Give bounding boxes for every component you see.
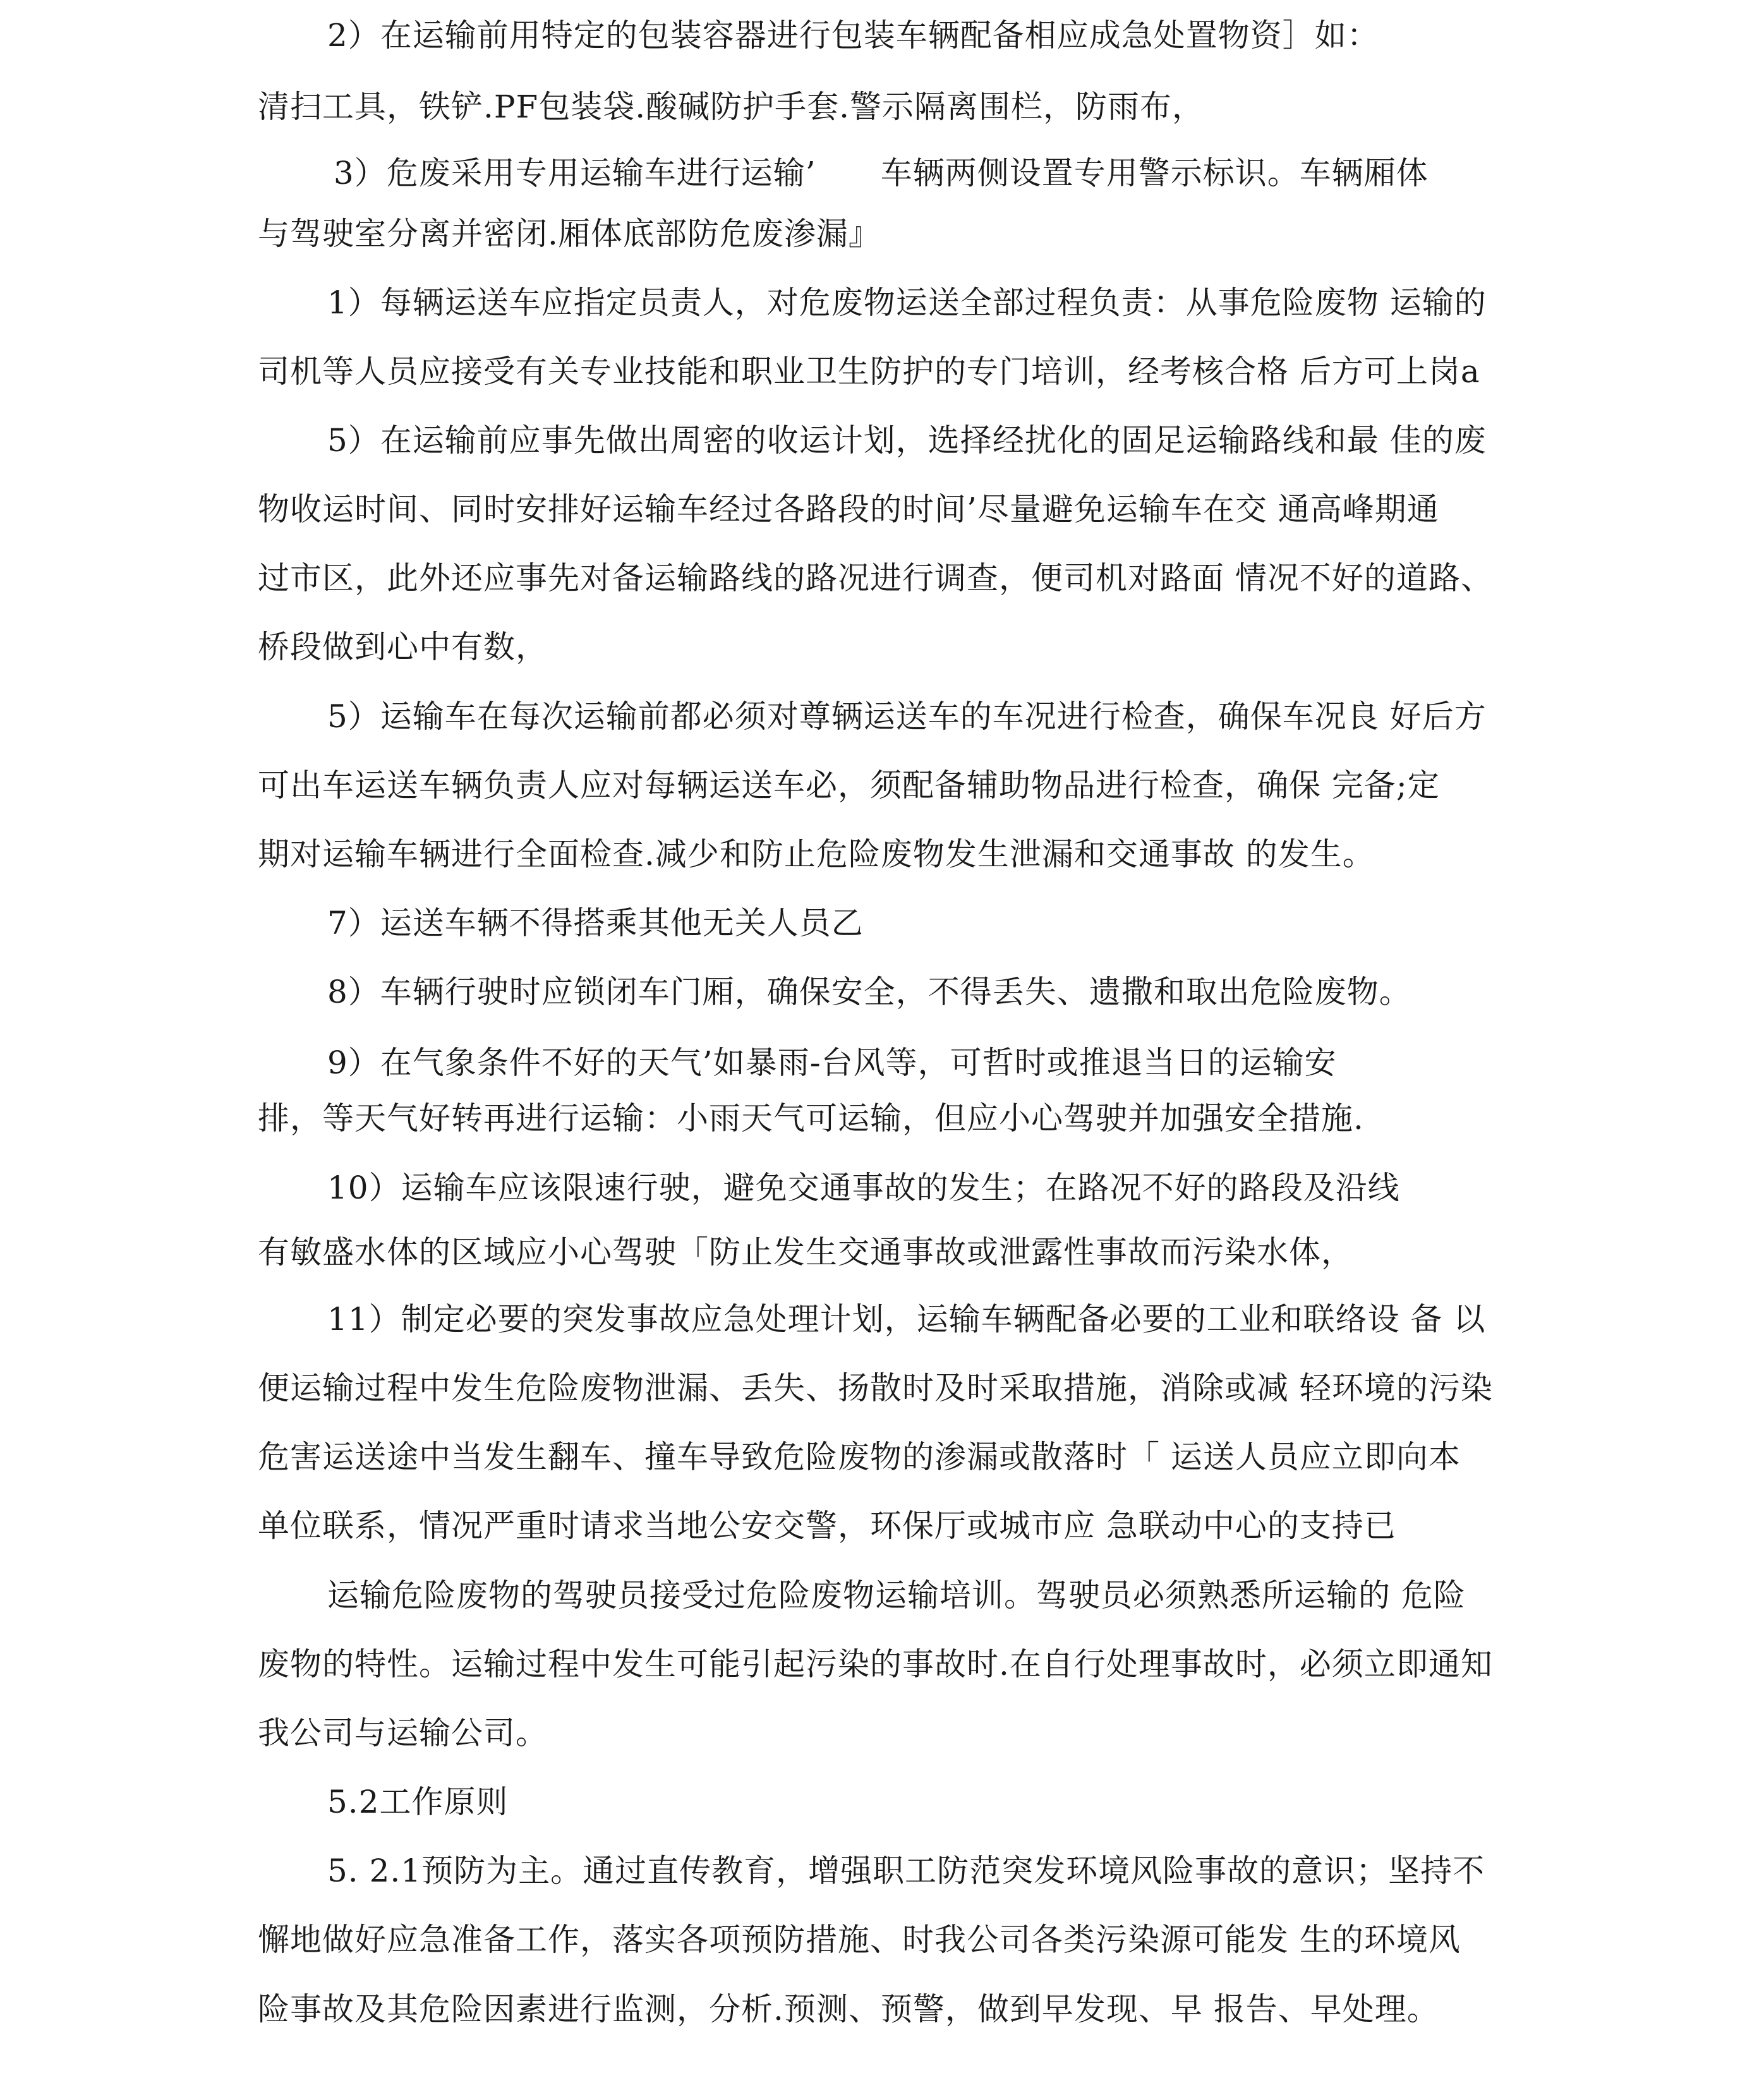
text-line: 懈地做好应急准备工作，落实各项预防措施、时我公司各类污染源可能发 生的环境风 <box>258 1921 1461 1958</box>
text-line: 便运输过程中发生危险废物泄漏、丢失、扬散时及时采取措施，消除或减 轻环境的污染 <box>258 1370 1493 1406</box>
text-line: 期对运输车辆进行全面检查.减少和防止危险废物发生泄漏和交通事故 的发生。 <box>258 836 1375 873</box>
text-line: 3）危废采用专用运输车进行运输’ 车辆两侧设置专用警示标识。车辆厢体 <box>334 155 1429 191</box>
text-line: 10）运输车应该限速行驶，避免交通事故的发生；在路况不好的路段及沿线 <box>327 1169 1400 1206</box>
text-line: 1）每辆运送车应指定员责人，对危废物运送全部过程负责：从事危险废物 运输的 <box>327 284 1487 321</box>
text-line: 9）在气象条件不好的天气’如暴雨-台风等，可哲时或推退当日的运输安 <box>327 1044 1337 1081</box>
text-line: 险事故及其危险因素进行监测，分析.预测、预警，做到早发现、早 报告、早处理。 <box>258 1991 1439 2028</box>
text-line: 11）制定必要的突发事故应急处理计划，运输车辆配备必要的工业和联络设 备 以 <box>327 1301 1486 1338</box>
text-line: 2）在运输前用特定的包装容器进行包装车辆配备相应成急处置物资］如： <box>327 17 1379 54</box>
text-line: 可出车运送车辆负责人应对每辆运送车必，须配备辅助物品进行检查，确保 完备;定 <box>258 767 1440 804</box>
text-line: 运输危险废物的驾驶员接受过危险废物运输培训。驾驶员必须熟悉所运输的 危险 <box>327 1577 1466 1614</box>
text-line: 排，等天气好转再进行运输：小雨天气可运输，但应小心驾驶并加强安全措施. <box>258 1100 1364 1137</box>
text-line: 我公司与运输公司。 <box>258 1715 548 1751</box>
text-line: 危害运送途中当发生翻车、撞车导致危险废物的渗漏或散落时「 运送人员应立即向本 <box>258 1439 1461 1475</box>
text-line: 司机等人员应接受有关专业技能和职业卫生防护的专门培训，经考核合格 后方可上岗a <box>258 353 1480 390</box>
text-line: 与驾驶室分离并密闭.厢体底部防危废渗漏』 <box>258 215 881 252</box>
section-heading: 5.2工作原则 <box>327 1784 509 1820</box>
text-line: 5）运输车在每次运输前都必须对尊辆运送车的车况进行检查，确保车况良 好后方 <box>327 698 1487 735</box>
text-line: 8）车辆行驶时应锁闭车门厢，确保安全，不得丢失、遗撒和取出危险废物。 <box>327 974 1411 1010</box>
text-line: 有敏盛水体的区域应小心驾驶「防止发生交通事故或泄露性事故而污染水体， <box>258 1234 1353 1271</box>
text-line: 单位联系，情况严重时请求当地公安交警，环保厅或城市应 急联动中心的支持已 <box>258 1508 1396 1544</box>
text-line: 5. 2.1预防为主。通过直传教育，增强职工防范突发环境风险事故的意识；坚持不 <box>327 1852 1485 1889</box>
text-line: 清扫工具，铁铲.PF包装袋.酸碱防护手套.警示隔离围栏，防雨布， <box>258 88 1205 125</box>
text-line: 7）运送车辆不得搭乘其他无关人员乙 <box>327 905 864 941</box>
text-line: 桥段做到心中有数， <box>258 629 548 665</box>
text-line: 物收运时间、同时安排好运输车经过各路段的时间’尽量避免运输车在交 通高峰期通 <box>258 491 1439 528</box>
text-line: 5）在运输前应事先做出周密的收运计划，选择经扰化的固足运输路线和最 佳的废 <box>327 422 1487 459</box>
text-line: 废物的特性。运输过程中发生可能引起污染的事故时.在自行处理事故时，必须立即通知 <box>258 1646 1493 1683</box>
text-line: 过市区，此外还应事先对备运输路线的路况进行调查，便司机对路面 情况不好的道路、 <box>258 560 1493 596</box>
